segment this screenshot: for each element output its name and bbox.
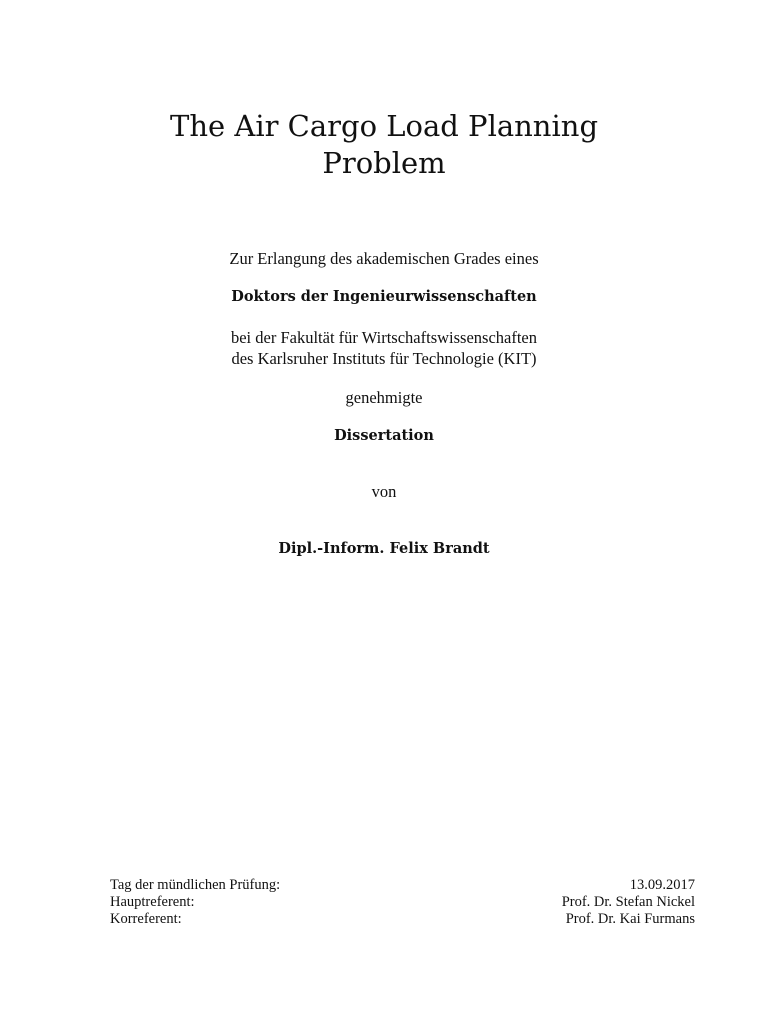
title-line-1: The Air Cargo Load Planning [169, 109, 599, 143]
exam-date-row [110, 877, 695, 894]
main-referee-value: Prof. Dr. Stefan Nickel [561, 894, 695, 910]
faculty-line-1: bei der Fakultät für Wirtschaftswissenschaften [230, 328, 538, 347]
main-referee-label: Hauptreferent: [110, 894, 195, 910]
approved-text: genehmigte [345, 388, 423, 407]
main-referee-row [110, 894, 695, 911]
degree-intro: Zur Erlangung des akademischen Grades eines [229, 249, 539, 268]
exam-date-label: Tag der mündlichen Prüfung: [110, 877, 281, 893]
co-referee-value: Prof. Dr. Kai Furmans [565, 911, 695, 927]
co-referee-label: Korreferent: [110, 911, 182, 927]
title-line-2: Problem [322, 146, 446, 180]
faculty-line-2: des Karlsruher Instituts für Technologie (KIT) [231, 349, 537, 368]
by-text: von [371, 482, 397, 501]
degree-name: Doktors der Ingenieurwissenschaften [231, 288, 537, 305]
exam-date-value: 13.09.2017 [629, 877, 695, 893]
document-type: Dissertation [334, 427, 434, 444]
co-referee-row [110, 911, 695, 928]
examination-details [110, 877, 695, 928]
author-name: Dipl.-Inform. Felix Brandt [278, 540, 490, 557]
document-title [0, 108, 768, 182]
